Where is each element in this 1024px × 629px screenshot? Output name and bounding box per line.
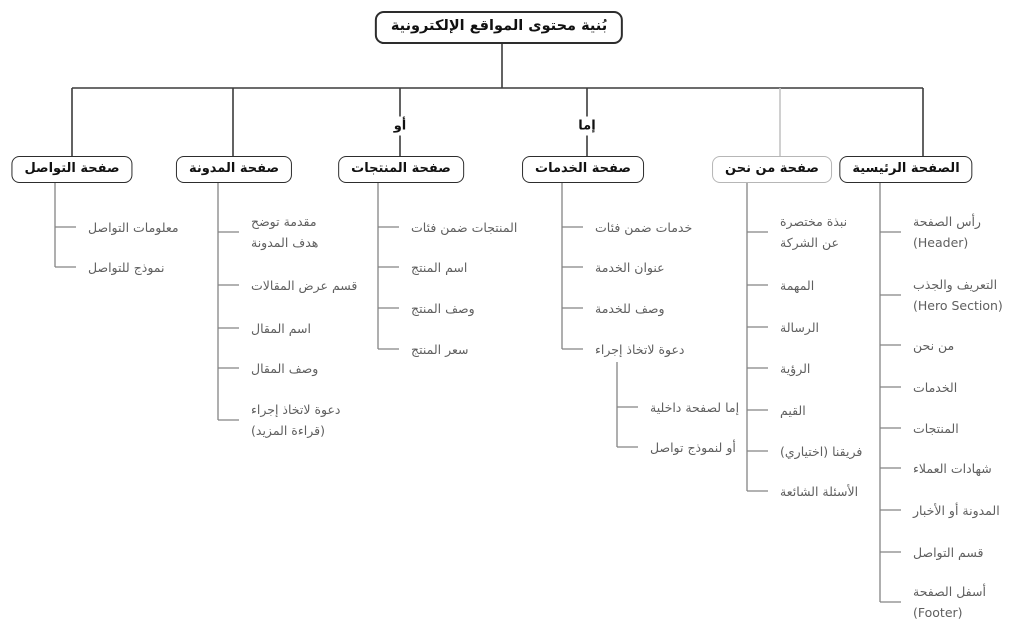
leaf-item: [251, 211, 318, 253]
leaf-item: [913, 335, 954, 356]
leaf-item-line: المنتجات: [913, 420, 959, 436]
leaf-item-line: رأس الصفحة: [913, 214, 981, 229]
leaf-item-line: اسم المنتج: [411, 259, 468, 275]
root-node: بُنية محتوى المواقع الإلكترونية: [375, 11, 623, 44]
leaf-item-line: وصف للخدمة: [595, 300, 665, 316]
leaf-item: [780, 358, 810, 379]
leaf-item: [411, 217, 517, 238]
leaf-item: [251, 358, 318, 379]
leaf-item: [411, 257, 467, 278]
leaf-item-line: إما لصفحة داخلية: [650, 399, 740, 415]
leaf-item: [913, 418, 959, 439]
leaf-item-line: المنتجات ضمن فئات: [411, 219, 518, 235]
leaf-item-line: اسم المقال: [251, 320, 311, 336]
leaf-item-line: هدف المدونة: [251, 235, 319, 250]
leaf-item-line: دعوة لاتخاذ إجراء: [595, 341, 685, 357]
branch-node-contact-page: صفحة التواصل: [11, 156, 132, 183]
leaf-item-line: (Header): [913, 235, 969, 250]
leaf-item: [913, 458, 992, 479]
leaf-item: [913, 377, 957, 398]
leaf-item-line: المهمة: [780, 277, 815, 293]
leaf-item-line: عنوان الخدمة: [595, 259, 665, 275]
leaf-item: [780, 275, 814, 296]
branch-node-home-page: الصفحة الرئيسية: [839, 156, 972, 183]
leaf-item-line: من نحن: [913, 337, 955, 353]
leaf-item-line: المدونة أو الأخبار: [913, 502, 1000, 518]
branch-node-blog-page: صفحة المدونة: [176, 156, 292, 183]
branch-node-products-page: صفحة المنتجات: [338, 156, 464, 183]
leaf-item-line: الخدمات: [913, 379, 958, 395]
leaf-item-line: الرؤية: [780, 360, 811, 376]
leaf-item-line: الرسالة: [780, 319, 819, 335]
leaf-item-line: دعوة لاتخاذ إجراء: [251, 402, 341, 417]
leaf-sub-item: [650, 437, 736, 458]
leaf-item-line: مقدمة توضح: [251, 214, 317, 229]
leaf-item: [780, 211, 847, 253]
leaf-item: [88, 257, 165, 278]
leaf-item-line: أو لنموذج تواصل: [650, 439, 736, 455]
or-connector-label: أو: [389, 117, 412, 136]
leaf-item-line: (قراءة المزيد): [251, 423, 325, 438]
leaf-item: [913, 274, 1003, 316]
leaf-item: [780, 441, 862, 462]
leaf-item: [913, 211, 981, 253]
leaf-item: [780, 317, 819, 338]
leaf-item: [595, 339, 684, 360]
leaf-item: [780, 400, 806, 421]
leaf-item: [913, 542, 983, 563]
either-connector-label: إما: [573, 117, 600, 136]
leaf-item-line: عن الشركة: [780, 235, 839, 250]
leaf-item-line: خدمات ضمن فئات: [595, 219, 693, 235]
leaf-item: [595, 298, 665, 319]
leaf-item: [251, 275, 357, 296]
leaf-item-line: قسم عرض المقالات: [251, 277, 358, 293]
leaf-item-line: وصف المنتج: [411, 300, 475, 316]
leaf-item: [595, 257, 665, 278]
leaf-item-line: وصف المقال: [251, 360, 319, 376]
branch-node-services-page: صفحة الخدمات: [522, 156, 644, 183]
leaf-item-line: قسم التواصل: [913, 544, 984, 560]
leaf-item-line: (Footer): [913, 605, 963, 620]
leaf-item: [913, 581, 986, 623]
leaf-item: [411, 298, 475, 319]
leaf-item: [88, 217, 179, 238]
leaf-item-line: نبذة مختصرة: [780, 214, 848, 229]
leaf-item-line: شهادات العملاء: [913, 460, 992, 476]
leaf-item: [913, 500, 1000, 521]
branch-node-about-page: صفحة من نحن: [712, 156, 832, 183]
leaf-item-line: معلومات التواصل: [88, 219, 179, 235]
leaf-item: [251, 399, 340, 441]
leaf-item: [780, 481, 858, 502]
leaf-item-line: (Hero Section): [913, 298, 1003, 313]
leaf-item-line: التعريف والجذب: [913, 277, 998, 292]
leaf-item-line: الأسئلة الشائعة: [780, 483, 859, 499]
leaf-item: [595, 217, 692, 238]
leaf-item-line: أسفل الصفحة: [913, 584, 986, 599]
leaf-item-line: فريقنا (اختياري): [780, 443, 863, 459]
leaf-item: [251, 318, 311, 339]
leaf-item-line: سعر المنتج: [411, 341, 469, 357]
leaf-item-line: نموذج للتواصل: [88, 259, 165, 275]
leaf-item: [411, 339, 469, 360]
leaf-sub-item: [650, 397, 739, 418]
leaf-item-line: القيم: [780, 402, 806, 418]
